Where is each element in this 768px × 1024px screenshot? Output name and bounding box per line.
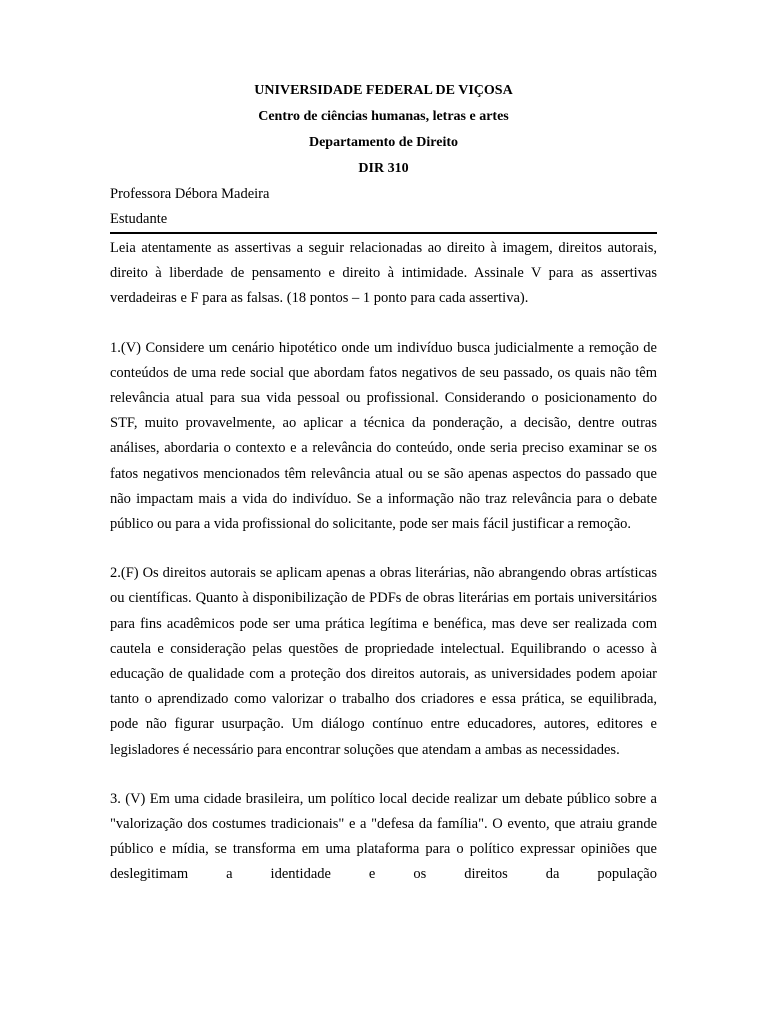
- assertion-3: 3. (V) Em uma cidade brasileira, um político local decide realizar um debate público sobre a "valorização dos costumes tradicionais" e a "defesa da família". O evento, que atraiu grande público e mídia, se transforma em uma plataforma para o político expressar opiniões que deslegitimam a identidade e os direitos da população: [110, 790, 657, 883]
- assertion-1: 1.(V) Considere um cenário hipotético onde um indivíduo busca judicialmente a remoção de conteúdos de uma rede social que abordam fatos negativos de seu passado, os quais não têm relevância atual para sua vida pessoal ou profissional. Considerando o posicionamento do STF, muito provavelmente, ao aplicar a técnica da ponderação, a decisão, dentre outras análises, abordaria o contexto e a relevância do conteúdo, onde seria preciso examinar se os fatos negativos mencionados têm relevância atual ou se são apenas aspectos do passado que não impactam mais a vida do indivíduo. Se a informação não traz relevância para o debate público ou para a vida profissional do solicitante, pode ser mais fácil justificar a remoção.: [110, 339, 657, 533]
- document-page: [110, 78, 657, 912]
- professor-line: Professora Débora Madeira: [110, 186, 270, 202]
- department-title: Departamento de Direito: [308, 135, 459, 150]
- student-line: Estudante: [110, 211, 168, 227]
- university-title: UNIVERSIDADE FEDERAL DE VIÇOSA: [254, 83, 513, 98]
- instructions-paragraph: Leia atentamente as assertivas a seguir relacionadas ao direito à imagem, direitos autorais, direito à liberdade de pensamento e direito à intimidade. Assinale V para as assertivas verdadeiras e F para as falsas. (18 pontos – 1 ponto para cada assertiva).: [110, 240, 657, 307]
- center-title: Centro de ciências humanas, letras e artes: [258, 109, 509, 124]
- course-code: DIR 310: [358, 161, 409, 176]
- header-divider: [110, 232, 657, 234]
- assertion-2: 2.(F) Os direitos autorais se aplicam apenas a obras literárias, não abrangendo obras artísticas ou científicas. Quanto à disponibilização de PDFs de obras literárias em portais universitários para fins acadêmicos pode ser uma prática legítima e benéfica, mas deve ser realizada com cautela e consideração pelas questões de propriedade intelectual. Equilibrando o acesso à educação de qualidade com a proteção dos direitos autorais, as universidades podem apoiar tanto o aprendizado como valorizar o trabalho dos criadores e essa prática, se equilibrada, pode não figurar usurpação. Um diálogo contínuo entre educadores, autores, editores e legisladores é necessário para encontrar soluções que atendam a ambas as necessidades.: [110, 565, 657, 758]
